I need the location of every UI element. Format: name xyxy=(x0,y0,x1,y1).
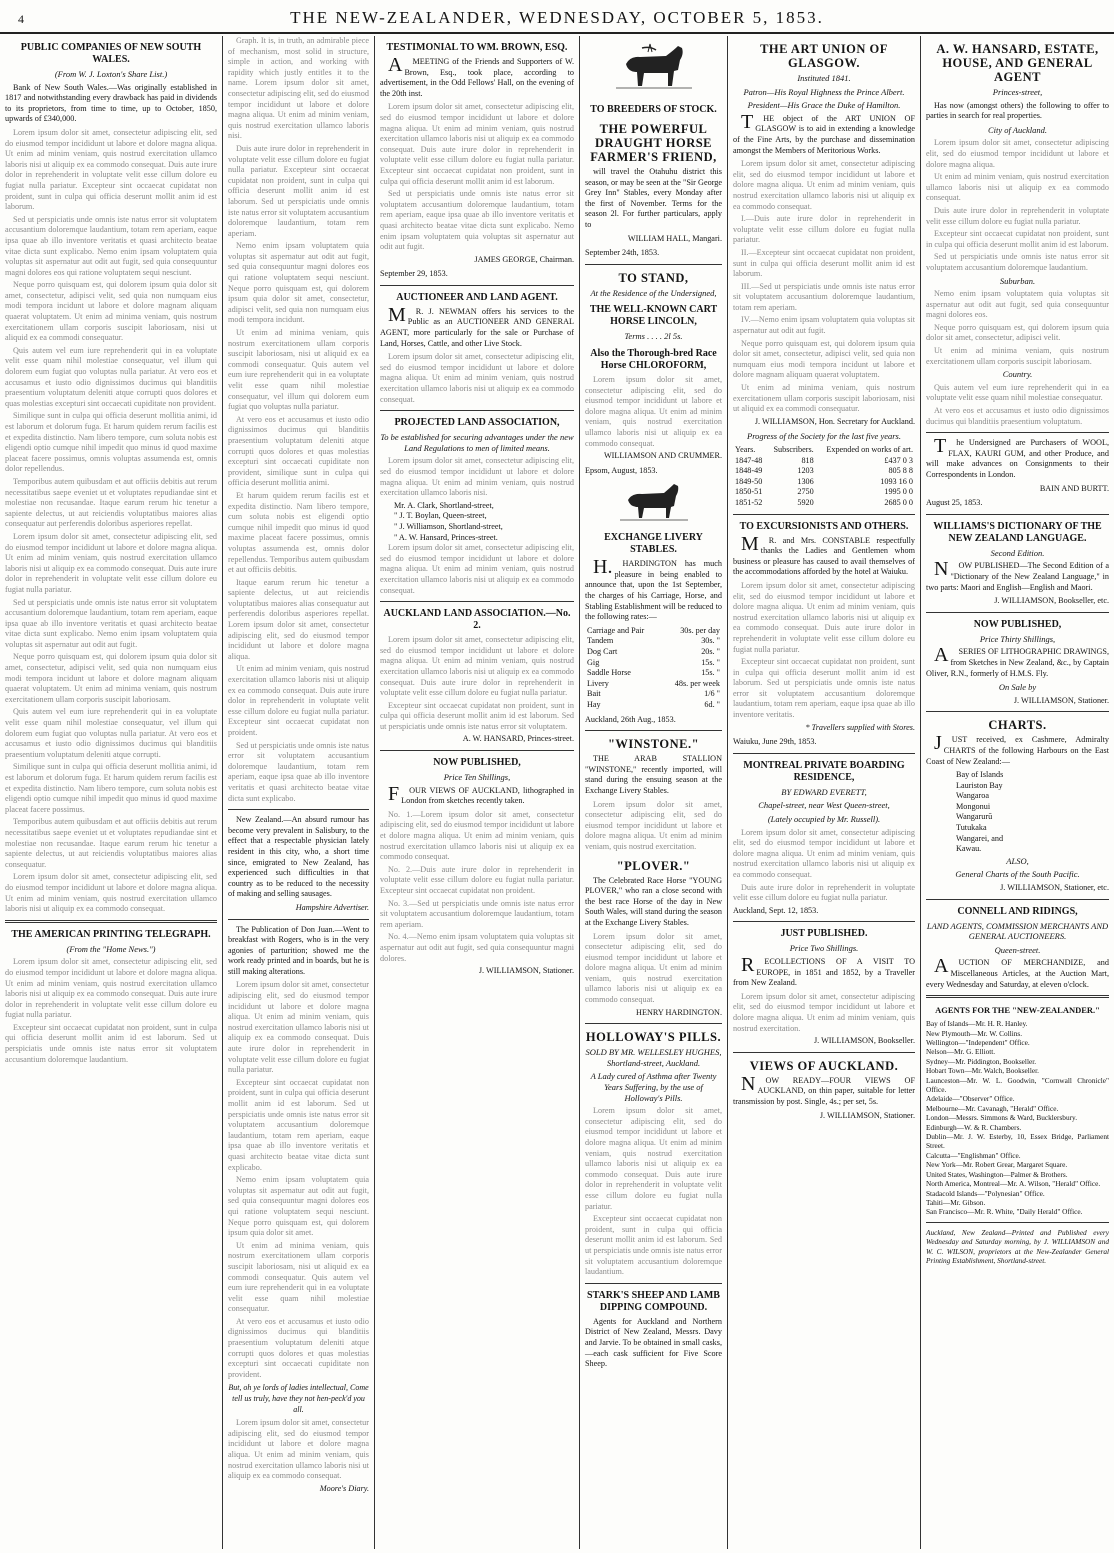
section-divider xyxy=(926,711,1109,712)
auctioneer-heading: AUCTIONEER AND LAND AGENT. xyxy=(396,291,558,303)
rate-label: Hay xyxy=(587,700,601,709)
article-heading-telegraph: THE AMERICAN PRINTING TELEGRAPH. xyxy=(11,928,211,940)
section-divider xyxy=(5,920,217,923)
art-union-signature: J. WILLIAMSON, Hon. Secretary for Auckland. xyxy=(754,416,915,426)
list-item: Launceston—Mr. W. L. Goodwin, "Cornwall Chronicle" Office. xyxy=(926,1075,1109,1095)
lincoln-heading: THE WELL-KNOWN CART HORSE LINCOLN, xyxy=(589,304,718,328)
dictionary-heading: WILLIAMS'S DICTIONARY OF THE NEW ZEALAND LANGUAGE. xyxy=(933,520,1102,544)
country-subheading: Country. xyxy=(1002,369,1033,380)
list-item: New York—Mr. Robert Grear, Margaret Square. xyxy=(926,1160,1068,1170)
section-divider xyxy=(733,514,915,515)
poem-source: Moore's Diary. xyxy=(319,1483,369,1493)
section-divider xyxy=(926,432,1109,433)
plover-signature: HENRY HARDINGTON. xyxy=(636,1007,722,1017)
holloway-case: A Lady cured of Asthma after Twenty Years Suffering, by the use of Holloway's Pills. xyxy=(590,1071,717,1103)
montreal-address: Chapel-street, near West Queen-street, xyxy=(758,800,890,811)
views-of-auckland-heading: VIEWS OF AUCKLAND. xyxy=(749,1058,899,1073)
agents-heading: AGENTS FOR THE "NEW-ZEALANDER." xyxy=(935,1005,1100,1016)
farmers-friend-signature: WILLIAM HALL, Mangari. xyxy=(627,233,722,243)
list-item: Wangarurū xyxy=(956,812,993,822)
year-cell: 1847-48 xyxy=(735,455,763,465)
excursionists-note: * Travellers supplied with Stores. xyxy=(805,722,915,732)
stand-date: Epsom, August, 1853. xyxy=(585,465,658,475)
list-item: Hobart Town—Mr. Walch, Bookseller. xyxy=(926,1066,1039,1076)
harbour-list xyxy=(926,770,1109,855)
list-item: Mongonui xyxy=(956,801,991,811)
article-source-telegraph: (From the "Home News.") xyxy=(66,943,156,954)
livery-date: Auckland, 26th Aug., 1853. xyxy=(585,714,676,724)
section-divider xyxy=(926,612,1109,613)
montreal-by: BY EDWARD EVERETT, xyxy=(781,786,867,797)
breeders-heading: TO BREEDERS OF STOCK. xyxy=(590,104,717,115)
winstone-heading: "WINSTONE." xyxy=(607,737,700,752)
list-item: New Plymouth—Mr. W. Collins. xyxy=(926,1028,1023,1038)
nz-paragraph: New Zealand.—An absurd rumour has become very prevalent in Salisbury, to the effect that a respectable physician lately resident in this city, who, a short time since, emigrated to New Zealand, has experienced such difficulties in that country as to be reduced to the necessity of making and selling sausages. xyxy=(228,815,369,899)
list-item: North America, Montreal—Mr. A. Wilson, "Herald" Office. xyxy=(926,1179,1101,1189)
expended-cell: 1995 0 0 xyxy=(884,487,913,497)
section-divider xyxy=(926,995,1109,998)
progress-table xyxy=(733,445,915,509)
starks-heading: STARK'S SHEEP AND LAMB DIPPING COMPOUND. xyxy=(587,1289,720,1313)
rate-label: Carriage and Pair xyxy=(587,625,645,635)
newspaper-title: THE NEW-ZEALANDER, WEDNESDAY, OCTOBER 5, 1853. xyxy=(290,8,824,27)
now-published-heading: NOW PUBLISHED, xyxy=(433,757,521,769)
list-item: Sydney—Mr. Piddington, Bookseller. xyxy=(926,1056,1037,1066)
section-divider xyxy=(380,750,574,751)
rate-label: Saddle Horse xyxy=(587,668,631,678)
hansard-lead: Has now (amongst others) the following to offer to parties in search for real properties. xyxy=(926,100,1109,121)
montreal-heading: MONTREAL PRIVATE BOARDING RESIDENCE, xyxy=(743,759,905,783)
page-number: 4 xyxy=(18,12,24,26)
charts-heading: CHARTS. xyxy=(988,718,1047,733)
rate-label: Gig xyxy=(587,657,600,667)
dictionary-signature: J. WILLIAMSON, Bookseller, etc. xyxy=(994,596,1109,606)
art-union-patron: Patron—His Royal Highness the Prince Albert. xyxy=(743,86,905,97)
charts-general: General Charts of the South Pacific. xyxy=(955,869,1080,880)
printer-imprint: Auckland, New Zealand—Printed and Published every Wednesday and Saturday morning, by J. WILLIAMSON and W. C. WILSON, proprietors at the New-Zealander General Printing Establishment, Shortland-street. xyxy=(926,1227,1109,1265)
list-item: Kawau. xyxy=(956,844,982,854)
rate-value: 6d. " xyxy=(704,700,720,709)
testimonial-signature: JAMES GEORGE, Chairman. xyxy=(474,254,574,264)
list-item: Calcutta—"Englishman" Office. xyxy=(926,1150,1021,1160)
column-5 xyxy=(727,36,920,1549)
projected-association-sub: To be established for securing advantages under the new Land Regulations to men of limited means. xyxy=(380,432,574,453)
section-divider xyxy=(380,285,574,286)
subscribers-cell: 2750 xyxy=(797,487,814,497)
chloroform-heading: Also the Thorough-bred Race Horse CHLOROFORM, xyxy=(590,347,717,371)
charts-signature: J. WILLIAMSON, Stationer, etc. xyxy=(1000,883,1109,893)
holloway-body-placeholder: Lorem ipsum dolor sit amet, consectetur adipiscing elit, sed do eiusmod tempor incididunt ut labore et dolore magna aliqua. Ut enim ad minim veniam, quis nostrud exercitation ullamco laboris nisi ut aliquip ex ea commodo consequat. Duis aute irure dolor in reprehenderit in voluptate velit esse cillum dolore eu fugiat nulla pariatur. Excepteur sint occaecat cupidatat non proident, sunt in culpa qui officia deserunt mollit anim id est laborum. Sed ut perspiciatis unde omnis iste natus error sit voluptatem accusantium doloremque laudantium. xyxy=(585,1106,722,1277)
list-item: United States, Washington—Palmer & Brothers. xyxy=(926,1169,1068,1179)
projected-body-placeholder: Lorem ipsum dolor sit amet, consectetur adipiscing elit, sed do eiusmod tempor incididunt ut labore et dolore magna aliqua. Ut enim ad minim veniam, quis nostrud exercitation ullamco laboris nisi. xyxy=(380,456,574,498)
litho-price: Price Thirty Shillings, xyxy=(979,633,1056,644)
litho-heading: NOW PUBLISHED, xyxy=(973,618,1062,630)
table-row xyxy=(585,626,722,637)
list-item: Wangaroa xyxy=(956,791,989,801)
litho-text: ASERIES OF LITHOGRAPHIC DRAWINGS, from Sketches in New Zealand, &c., by Captain Oliver, R.N., formerly of H.M.S. Fly. xyxy=(926,644,1109,678)
land-association-signature: A. W. HANSARD, Princes-street. xyxy=(462,734,574,744)
list-item: Adelaide—"Observer" Office. xyxy=(926,1094,1015,1104)
to-stand-heading: TO STAND, xyxy=(618,270,689,285)
section-divider xyxy=(585,264,722,265)
city-listings-placeholder: Lorem ipsum dolor sit amet, consectetur adipiscing elit, sed do eiusmod tempor incididunt ut labore et dolore magna aliqua. Ut enim ad minim veniam, quis nostrud exercitation ullamco laboris nisi ut aliquip ex ea commodo consequat. Duis aute irure dolor in reprehenderit in voluptate velit esse cillum dolore eu fugiat nulla pariatur. Excepteur sint occaecat cupidatat non proident, sunt in culpa qui officia deserunt mollit anim id est laborum. Sed ut perspiciatis unde omnis iste natus error sit voluptatem accusantium doloremque laudantium. xyxy=(926,138,1109,272)
section-divider xyxy=(926,899,1109,900)
livery-lead: H.HARDINGTON has much pleasure in being enabled to announce that, upon the 1st September, the charges of his Carriage, Horse, and Stabling Establishment will be reduced to the following rates:— xyxy=(585,556,722,622)
section-divider xyxy=(926,1222,1109,1223)
auctioneer-body-placeholder: Lorem ipsum dolor sit amet, consectetur adipiscing elit, sed do eiusmod tempor incididunt ut labore et dolore magna aliqua. Ut enim ad minim veniam, quis nostrud exercitation ullamco laboris nisi ut aliquip ex ea commodo consequat. xyxy=(380,352,574,404)
section-divider xyxy=(733,1052,915,1053)
section-divider xyxy=(585,1283,722,1284)
charts-also: ALSO, xyxy=(1006,855,1029,866)
racehorse-illustration xyxy=(616,480,692,526)
list-item: Stadacold Islands—"Polynesian" Office. xyxy=(926,1188,1045,1198)
subscribers-cell: 5920 xyxy=(797,497,814,507)
rate-value: 30s. " xyxy=(701,636,720,646)
column-header: Expended on works of art. xyxy=(826,445,913,454)
moore-body-placeholder: Lorem ipsum dolor sit amet, consectetur adipiscing elit, sed do eiusmod tempor incididunt ut labore et dolore magna aliqua. Ut enim ad minim veniam, quis nostrud exercitation ullamco laboris nisi ut aliquip ex ea commodo consequat. xyxy=(228,1418,369,1481)
charts-text: JUST received, ex Cashmere, Admiralty CHARTS of the following Harbours on the East Coast of New Zealand:— xyxy=(926,732,1109,766)
horse-engraving xyxy=(585,40,722,98)
list-item: Bay of Islands—Mr. H. R. Hanley. xyxy=(926,1019,1028,1029)
starks-text: Agents for Auckland and Northern District of New Zealand, Messrs. Davy and Jarvie. To be obtained in small casks,—each cask sufficient for Five Score Sheep. xyxy=(585,1316,722,1369)
year-cell: 1849-50 xyxy=(735,476,763,486)
list-item: Tahiti—Mr. Gibson. xyxy=(926,1197,986,1207)
column-header: Subscribers. xyxy=(773,445,814,454)
wool-text: The Undersigned are Purchasers of WOOL, FLAX, KAURI GUM, and other Produce, and will make advances on Consignments to their Correspondents in London. xyxy=(926,435,1109,479)
views-of-auckland-text: NOW READY—FOUR VIEWS OF AUCKLAND, on thin paper, suitable for letter transmission by post. Single, 4s.; per set, 5s. xyxy=(733,1072,915,1106)
committee-body-placeholder: Lorem ipsum dolor sit amet, consectetur adipiscing elit, sed do eiusmod tempor incididunt ut labore et dolore magna aliqua. Ut enim ad minim veniam, quis nostrud exercitation ullamco laboris nisi ut aliquip ex ea commodo consequat. xyxy=(380,543,574,595)
connell-heading: CONNELL AND RIDINGS, xyxy=(957,905,1078,917)
table-row xyxy=(733,498,915,509)
just-published-heading: JUST PUBLISHED. xyxy=(780,928,868,940)
nz-source: Hampshire Advertiser. xyxy=(295,902,369,912)
agents-list xyxy=(926,1019,1109,1217)
recollections-signature: J. WILLIAMSON, Bookseller. xyxy=(813,1036,915,1046)
rate-value: 15s. " xyxy=(701,657,720,667)
committee-list xyxy=(380,501,574,543)
rate-value: 30s. per day xyxy=(680,625,720,635)
holloway-heading: HOLLOWAY'S PILLS. xyxy=(585,1030,722,1045)
rate-value: 20s. " xyxy=(701,647,720,657)
excursionists-date: Waiuku, June 29th, 1853. xyxy=(733,737,817,747)
projected-association-heading: PROJECTED LAND ASSOCIATION, xyxy=(394,417,560,429)
article-heading-public-companies: PUBLIC COMPANIES OF NEW SOUTH WALES. xyxy=(20,42,202,65)
column-header: Years. xyxy=(735,445,756,454)
dictionary-edition: Second Edition. xyxy=(990,547,1045,558)
excursionists-body-placeholder: Lorem ipsum dolor sit amet, consectetur adipiscing elit, sed do eiusmod tempor incididunt ut labore et dolore magna aliqua. Ut enim ad minim veniam, quis nostrud exercitation ullamco laboris nisi ut aliquip ex ea commodo consequat. Duis aute irure dolor in reprehenderit in voluptate velit esse cillum dolore eu fugiat nulla pariatur. Excepteur sint occaecat cupidatat non proident, sunt in culpa qui officia deserunt mollit anim id est laborum. Sed ut perspiciatis unde omnis iste natus error sit voluptatem accusantium doloremque laudantium, totam rem aperiam, eaque ipsa quae ab illo inventore veritatis. xyxy=(733,580,915,720)
dictionary-text: NOW PUBLISHED—The Second Edition of a "Dictionary of the New Zealand Language," in two parts: Maori and English—English and Maori. xyxy=(926,558,1109,592)
subscribers-cell: 818 xyxy=(801,455,814,465)
column-2 xyxy=(222,36,374,1549)
suburban-listings-placeholder: Nemo enim ipsam voluptatem quia voluptas sit aspernatur aut odit aut fugit, sed quia consequuntur magni dolores eos. Neque porro quisquam est, qui dolorem ipsum quia dolor sit amet, consectetur, adipisci velit. Ut enim ad minima veniam, quis nostrum exercitationem ullam corporis suscipit laboriosam. xyxy=(926,289,1109,366)
art-union-instituted: Instituted 1841. xyxy=(797,73,851,83)
auctioneer-lead: MR. J. NEWMAN offers his services to the Public as an AUCTIONEER AND GENERAL AGENT, more particularly for the sale or Purchase of Land, Horses, Cattle, and other Live Stock. xyxy=(380,303,574,348)
just-published-price: Price Two Shillings. xyxy=(789,943,859,954)
art-union-lead: THE object of the ART UNION OF GLASGOW is to aid in extending a knowledge of the Fine Arts, by the purchase and dissemination amongst the Members of Meritorious Works. xyxy=(733,110,915,155)
plover-heading: "PLOVER." xyxy=(616,858,691,873)
testimonial-date: September 29, 1853. xyxy=(380,269,448,279)
subscribers-cell: 1306 xyxy=(797,476,814,486)
land-association-body-placeholder: Lorem ipsum dolor sit amet, consectetur adipiscing elit, sed do eiusmod tempor incididunt ut labore et dolore magna aliqua. Ut enim ad minim veniam, quis nostrud exercitation ullamco laboris nisi ut aliquip ex ea commodo consequat. Duis aute irure dolor in reprehenderit in voluptate velit esse cillum dolore eu fugiat nulla pariatur. Excepteur sint occaecat cupidatat non proident, sunt in culpa qui officia deserunt mollit anim id est laborum. Sed ut perspiciatis unde omnis iste natus error sit voluptatem. xyxy=(380,635,574,731)
subscribers-cell: 1203 xyxy=(797,466,814,476)
section-divider xyxy=(585,730,722,731)
excursionists-heading: TO EXCURSIONISTS AND OTHERS. xyxy=(739,520,909,532)
expended-cell: £437 0 3 xyxy=(884,455,913,465)
list-item: Melbourne—Mr. Cavanagh, "Herald" Office. xyxy=(926,1103,1059,1113)
table-row xyxy=(733,456,915,467)
table-row xyxy=(733,477,915,488)
section-divider xyxy=(228,809,369,810)
land-association-heading: AUCKLAND LAND ASSOCIATION.—No. 2. xyxy=(383,608,571,632)
table-row xyxy=(585,647,722,658)
section-divider xyxy=(733,921,915,922)
hansard-heading: A. W. HANSARD, ESTATE, HOUSE, AND GENERAL AGENT xyxy=(936,42,1099,84)
section-divider xyxy=(585,1023,722,1024)
list-item: Lauriston Bay xyxy=(956,780,1003,790)
wool-signature: BAIN AND BURTT. xyxy=(1039,483,1109,493)
table-row xyxy=(733,466,915,477)
article-body-placeholder: Lorem ipsum dolor sit amet, consectetur adipiscing elit, sed do eiusmod tempor incididunt ut labore et dolore magna aliqua. Ut enim ad minim veniam, quis nostrud exercitation ullamco laboris nisi ut aliquip ex ea commodo consequat. Duis aute irure dolor in reprehenderit in voluptate velit esse cillum dolore eu fugiat nulla pariatur. Excepteur sint occaecat cupidatat non proident, sunt in culpa qui officia deserunt mollit anim id est laborum. Sed ut perspiciatis unde omnis iste natus error sit voluptatem accusantium doloremque laudantium, totam rem aperiam, eaque ipsa quae ab illo inventore veritatis et quasi architecto beatae vitae dicta sunt explicabo. Nemo enim ipsam voluptatem quia voluptas sit aspernatur aut odit aut fugit, sed quia consequuntur magni dolores eos qui ratione voluptatem sequi nesciunt. Neque porro quisquam est, qui dolorem ipsum quia dolor sit amet, consectetur, adipisci velit, sed quia non numquam eius modi tempora incidunt ut labore et dolore magnam aliquam quaerat voluptatem. Ut enim ad minima veniam, quis nostrum exercitationem ullam corporis suscipit laboriosam, nisi ut aliquid ex ea commodi consequatur. Quis autem vel eum iure reprehenderit qui in ea voluptate velit esse quam nihil molestiae consequatur, vel illum qui dolorem eum fugiat quo voluptas nulla pariatur. At vero eos et accusamus et iusto odio dignissimos ducimus qui blanditiis praesentium voluptatum deleniti atque corrupti quos dolores et quas molestias excepturi sint occaecati cupiditate non provident. Similique sunt in culpa qui officia deserunt mollitia animi, id est laborum et dolorum fuga. Et harum quidem rerum facilis est et expedita distinctio. Nam libero tempore, cum soluta nobis est eligendi optio cumque nihil impedit quo minus id quod maxime placeat facere possimus, omnis voluptas assumenda est, omnis dolor repellendus. Temporibus autem quibusdam et aut officiis debitis aut rerum necessitatibus saepe eveniet ut et voluptates repudiandae sint et molestiae non recusandae. Itaque earum rerum hic tenetur a sapiente delectus, ut aut reiciendis voluptatibus maiores alias consequatur aut perferendis doloribus asperiores repellat. Lorem ipsum dolor sit amet, consectetur adipiscing elit, sed do eiusmod tempor incididunt ut labore et dolore magna aliqua. Ut enim ad minim veniam, quis nostrud exercitation ullamco laboris nisi ut aliquip ex ea commodo consequat. Duis aute irure dolor in reprehenderit in voluptate velit esse cillum dolore eu fugiat nulla pariatur. Sed ut perspiciatis unde omnis iste natus error sit voluptatem accusantium doloremque laudantium, totam rem aperiam, eaque ipsa quae ab illo inventore veritatis et quasi architecto beatae vitae dicta sunt explicabo. Nemo enim ipsam voluptatem quia voluptas sit aspernatur aut odit aut fugit. Neque porro quisquam est, qui dolorem ipsum quia dolor sit amet, consectetur, adipisci velit, sed quia non numquam eius modi tempora incidunt ut labore et dolore magnam aliquam quaerat voluptatem. Ut enim ad minima veniam, quis nostrum exercitationem ullam corporis suscipit laboriosam. Quis autem vel eum iure reprehenderit qui in ea voluptate velit esse quam nihil molestiae consequatur, vel illum qui dolorem eum fugiat quo voluptas nulla pariatur. At vero eos et accusamus et iusto odio dignissimos ducimus qui blanditiis praesentium voluptatum deleniti atque corrupti. Similique sunt in culpa qui officia deserunt mollitia animi, id est laborum et dolorum fuga. Et harum quidem rerum facilis est et expedita distinctio. Nam libero tempore, cum soluta nobis est eligendi optio cumque nihil impedit quo minus id quod maxime placeat facere possimus. Temporibus autem quibusdam et aut officiis debitis aut rerum necessitatibus saepe eveniet ut et voluptates repudiandae sint et molestiae non recusandae. Itaque earum rerum hic tenetur a sapiente delectus, ut aut reiciendis voluptatibus maiores alias consequatur. Lorem ipsum dolor sit amet, consectetur adipiscing elit, sed do eiusmod tempor incididunt ut labore et dolore magna aliqua. Ut enim ad minim veniam, quis nostrud exercitation ullamco laboris nisi ut aliquip ex ea commodo consequat. xyxy=(5,127,217,914)
winstone-body-placeholder: Lorem ipsum dolor sit amet, consectetur adipiscing elit, sed do eiusmod tempor incididunt ut labore et dolore magna aliqua. Ut enim ad minim veniam, quis nostrud exercitation. xyxy=(585,799,722,851)
table-row xyxy=(585,636,722,647)
list-item: Dublin—Mr. J. W. Esterby, 10, Essex Bridge, Parliament Street. xyxy=(926,1132,1109,1151)
column-4 xyxy=(579,36,727,1549)
wool-date: August 25, 1853. xyxy=(926,498,983,508)
telegraph-body-placeholder: Lorem ipsum dolor sit amet, consectetur adipiscing elit, sed do eiusmod tempor incididunt ut labore et dolore magna aliqua. Ut enim ad minim veniam, quis nostrud exercitation ullamco laboris nisi ut aliquip ex ea commodo consequat. Duis aute irure dolor in reprehenderit in voluptate velit esse cillum dolore eu fugiat nulla pariatur. Excepteur sint occaecat cupidatat non proident, sunt in culpa qui officia deserunt mollit anim id est laborum. Sed ut perspiciatis unde omnis iste natus error sit voluptatem accusantium doloremque laudantium. xyxy=(5,957,217,1064)
stand-signature: WILLIAMSON AND CRUMMER. xyxy=(603,451,722,461)
montreal-note: (Lately occupied by Mr. Russell). xyxy=(767,814,881,825)
column-6 xyxy=(920,36,1114,1549)
section-divider xyxy=(228,919,369,920)
recollections-lead: RECOLLECTIONS OF A VISIT TO EUROPE, in 1851 and 1852, by a Traveller from New Zealand. xyxy=(733,953,915,988)
don-juan-body-placeholder: Lorem ipsum dolor sit amet, consectetur adipiscing elit, sed do eiusmod tempor incididunt ut labore et dolore magna aliqua. Ut enim ad minim veniam, quis nostrud exercitation ullamco laboris nisi ut aliquip ex ea commodo consequat. Duis aute irure dolor in reprehenderit in voluptate velit esse cillum dolore eu fugiat nulla pariatur. Excepteur sint occaecat cupidatat non proident, sunt in culpa qui officia deserunt mollit anim id est laborum. Sed ut perspiciatis unde omnis iste natus error sit voluptatem accusantium doloremque laudantium, totam rem aperiam, eaque ipsa quae ab illo inventore veritatis et quasi architecto beatae vitae dicta sunt explicabo. Nemo enim ipsam voluptatem quia voluptas sit aspernatur aut odit aut fugit, sed quia consequuntur magni dolores eos qui ratione voluptatem sequi nesciunt. Neque porro quisquam est, qui dolorem ipsum quia dolor sit amet. Ut enim ad minima veniam, quis nostrum exercitationem ullam corporis suscipit laboriosam, nisi ut aliquid ex ea commodi consequatur. Quis autem vel eum iure reprehenderit qui in ea voluptate velit esse quam nihil molestiae consequatur. At vero eos et accusamus et iusto odio dignissimos ducimus qui blanditiis praesentium voluptatum deleniti atque corrupti quos dolores et quas molestias excepturi sint occaecati cupiditate non provident. xyxy=(228,980,369,1379)
year-cell: 1848-49 xyxy=(735,466,763,476)
livery-rates-table xyxy=(585,626,722,711)
farmers-friend-heading: THE POWERFUL DRAUGHT HORSE FARMER'S FRIEND, xyxy=(590,122,717,164)
table-row xyxy=(585,689,722,700)
table-row xyxy=(585,668,722,679)
winstone-text: THE ARAB STALLION "WINSTONE," recently imported, will stand during the ensuing season at the Exchange Livery Stables. xyxy=(585,754,722,795)
column-3 xyxy=(374,36,579,1549)
plover-text: The Celebrated Race Horse "YOUNG PLOVER," who ran a close second with the best race Horse of the day in New South Wales, will stand during the season at the Exchange Livery Stables. xyxy=(585,875,722,927)
year-cell: 1850-51 xyxy=(735,487,763,497)
expended-cell: 2685 0 0 xyxy=(884,497,913,507)
masthead xyxy=(0,0,1114,34)
draught-horse-illustration xyxy=(612,40,696,98)
rate-label: Bait xyxy=(587,689,601,699)
four-views-lead: FOUR VIEWS OF AUCKLAND, lithographed in London from sketches recently taken. xyxy=(388,782,574,806)
views-signature: J. WILLIAMSON, Stationer. xyxy=(478,966,574,976)
art-union-heading: THE ART UNION OF GLASGOW. xyxy=(760,42,888,70)
article-source: (From W. J. Loxton's Share List.) xyxy=(54,69,168,79)
litho-signature: J. WILLIAMSON, Stationer. xyxy=(1013,695,1109,705)
section-divider xyxy=(380,601,574,602)
holloway-sub: SOLD BY MR. WELLESLEY HUGHES, Shortland-street, Auckland. xyxy=(585,1047,722,1068)
table-row xyxy=(585,658,722,669)
section-divider xyxy=(926,514,1109,515)
section-divider xyxy=(380,410,574,411)
plover-body-placeholder: Lorem ipsum dolor sit amet, consectetur adipiscing elit, sed do eiusmod tempor incididunt ut labore et dolore magna aliqua. Ut enim ad minim veniam, quis nostrud exercitation ullamco laboris nisi ut aliquip ex ea commodo consequat. xyxy=(585,931,722,1005)
list-item: London—Messrs. Simmons & Ward, Bucklersbury. xyxy=(926,1113,1078,1123)
montreal-date: Auckland, Sept. 12, 1853. xyxy=(733,905,819,915)
table-row xyxy=(585,679,722,690)
testimonial-heading: TESTIMONIAL TO WM. BROWN, ESQ. xyxy=(386,42,568,53)
list-item: Nelson—Mr. G. Elliott. xyxy=(926,1047,996,1057)
rate-value: 15s. " xyxy=(701,668,720,678)
connell-text: AUCTION OF MERCHANDIZE, and Miscellaneous Articles, at the Auction Mart, every Wednesday and Saturday, at eleven o'clock. xyxy=(926,955,1109,989)
rate-label: Dog Cart xyxy=(587,647,618,657)
country-listings-placeholder: Quis autem vel eum iure reprehenderit qui in ea voluptate velit esse quam nihil molestiae consequatur. At vero eos et accusamus et iusto odio dignissimos ducimus qui blanditiis praesentium voluptatum. xyxy=(926,382,1109,426)
telegraph-continued-placeholder: Graph. It is, in truth, an admirable piece of mechanism, most solid in structure, simple in action, and working with rapidity which justly entitles it to the name. Lorem ipsum dolor sit amet, consectetur adipiscing elit, sed do eiusmod tempor incididunt ut labore et dolore magna aliqua. Ut enim ad minim veniam, quis nostrud exercitation ullamco laboris nisi. Duis aute irure dolor in reprehenderit in voluptate velit esse cillum dolore eu fugiat nulla pariatur. Excepteur sint occaecat cupidatat non proident, sunt in culpa qui officia deserunt mollit anim id est laborum. Sed ut perspiciatis unde omnis iste natus error sit voluptatem accusantium doloremque laudantium, totam rem aperiam. Nemo enim ipsam voluptatem quia voluptas sit aspernatur aut odit aut fugit, sed quia consequuntur magni dolores eos qui ratione voluptatem sequi nesciunt. Neque porro quisquam est, qui dolorem ipsum quia dolor sit amet, consectetur, adipisci velit, sed quia non numquam eius modi tempora incidunt. Ut enim ad minima veniam, quis nostrum exercitationem ullam corporis suscipit laboriosam, nisi ut aliquid ex ea commodi consequatur. Quis autem vel eum iure reprehenderit qui in ea voluptate velit esse quam nihil molestiae consequatur, vel illum qui dolorem eum fugiat quo voluptas nulla pariatur. At vero eos et accusamus et iusto odio dignissimos ducimus qui blanditiis praesentium voluptatum deleniti atque corrupti quos dolores et quas molestias excepturi sint occaecati cupiditate non provident, similique sunt in culpa qui officia deserunt mollitia animi. Et harum quidem rerum facilis est et expedita distinctio. Nam libero tempore, cum soluta nobis est eligendi optio cumque nihil impedit quo minus id quod maxime placeat facere possimus, omnis voluptas assumenda est, omnis dolor repellendus. Temporibus autem quibusdam et aut officiis debitis. Itaque earum rerum hic tenetur a sapiente delectus, ut aut reiciendis voluptatibus maiores alias consequatur aut perferendis doloribus asperiores repellat. Lorem ipsum dolor sit amet, consectetur adipiscing elit, sed do eiusmod tempor incididunt ut labore et dolore magna aliqua. Ut enim ad minim veniam, quis nostrud exercitation ullamco laboris nisi ut aliquip ex ea commodo consequat. Duis aute irure dolor in reprehenderit in voluptate velit esse cillum dolore eu fugiat nulla pariatur. Excepteur sint occaecat cupidatat non proident. Sed ut perspiciatis unde omnis iste natus error sit voluptatem accusantium doloremque laudantium, totam rem aperiam, eaque ipsa quae ab illo inventore veritatis et quasi architecto beatae vitae dicta sunt explicabo. xyxy=(228,36,369,803)
montreal-body-placeholder: Lorem ipsum dolor sit amet, consectetur adipiscing elit, sed do eiusmod tempor incididunt ut labore et dolore magna aliqua. Ut enim ad minim veniam, quis nostrud exercitation ullamco laboris nisi ut aliquip ex ea commodo consequat. Duis aute irure dolor in reprehenderit in voluptate velit esse cillum dolore eu fugiat nulla pariatur. xyxy=(733,827,915,903)
suburban-subheading: Suburban. xyxy=(999,275,1036,286)
committee-member: Mr. A. Clark, Shortland-street, xyxy=(394,500,494,510)
list-item: Wangarei, and xyxy=(956,833,1004,843)
racehorse-engraving xyxy=(585,480,722,526)
expended-cell: 805 8 8 xyxy=(888,466,913,476)
list-item: Tutukaka xyxy=(956,823,987,833)
livery-heading: EXCHANGE LIVERY STABLES. xyxy=(604,532,703,556)
views-price: Price Ten Shillings, xyxy=(443,772,511,783)
hansard-address: Princes-street, xyxy=(992,87,1043,97)
recollections-body-placeholder: Lorem ipsum dolor sit amet, consectetur adipiscing elit, sed do eiusmod tempor incididunt ut labore et dolore magna aliqua. Ut enim ad minim veniam, quis nostrud exercitation. xyxy=(733,991,915,1033)
rate-value: 1/6 " xyxy=(704,689,720,699)
committee-member: " J. Williamson, Shortland-street, xyxy=(394,521,503,531)
chloroform-body-placeholder: Lorem ipsum dolor sit amet, consectetur adipiscing elit, sed do eiusmod tempor incididunt ut labore et dolore magna aliqua. Ut enim ad minim veniam, quis nostrud exercitation ullamco laboris nisi ut aliquip ex ea commodo consequat. xyxy=(585,374,722,448)
list-item: Edinburgh—W. & R. Chambers. xyxy=(926,1122,1022,1132)
farmers-friend-text: will travel the Otahuhu district this season, or may be seen at the "Sir George Grey Inn" Stables, every Monday after the first of November. Terms for the season 2l. For further particulars, apply to xyxy=(585,167,722,229)
column-1 xyxy=(0,36,222,1549)
to-stand-sub: At the Residence of the Undersigned, xyxy=(590,287,717,298)
city-subheading: City of Auckland. xyxy=(987,124,1048,135)
expended-cell: 1093 16 0 xyxy=(880,476,913,486)
excursionists-lead: MR. and Mrs. CONSTABLE respectfully thanks the Ladies and Gentlemen whom business or pleasure has caused to avail themselves of the accommodations afforded by the hotel at Waiuku. xyxy=(733,532,915,577)
rate-value: 48s. per week xyxy=(674,678,720,688)
rate-label: Tandem xyxy=(587,636,614,646)
committee-member: " A. W. Hansard, Princes-street. xyxy=(394,532,498,542)
testimonial-lead: AMEETING of the Friends and Supporters of W. Brown, Esq., took place, according to advertisement, in the Odd Fellows' Hall, on the evening of the 20th inst. xyxy=(380,54,574,98)
litho-sale: On Sale by xyxy=(998,682,1037,693)
table-row xyxy=(733,487,915,498)
table-header-row xyxy=(733,445,915,456)
article-opening: Bank of New South Wales.—Was originally established in 1817 and notwithstanding every drawback has paid in dividends to its proprietors, from time to time, up to October, 1850, upwards of £340,000. xyxy=(5,82,217,124)
list-item: Wellington—"Independent" Office. xyxy=(926,1038,1030,1047)
list-item: Bay of Islands xyxy=(956,770,1004,780)
rate-label: Livery xyxy=(587,678,609,688)
testimonial-body-placeholder: Lorem ipsum dolor sit amet, consectetur adipiscing elit, sed do eiusmod tempor incididunt ut labore et dolore magna aliqua. Ut enim ad minim veniam, quis nostrud exercitation ullamco laboris nisi ut aliquip ex ea commodo consequat. Duis aute irure dolor in reprehenderit in voluptate velit esse cillum dolore eu fugiat nulla pariatur. Excepteur sint occaecat cupidatat non proident, sunt in culpa qui officia deserunt mollit anim id est laborum. Sed ut perspiciatis unde omnis iste natus error sit voluptatem accusantium doloremque laudantium, totam rem aperiam, eaque ipsa quae ab illo inventore veritatis et quasi architecto beatae vitae dicta sunt explicabo. Nemo enim ipsam voluptatem quia voluptas sit aspernatur aut odit aut fugit. xyxy=(380,102,574,252)
table-row xyxy=(585,700,722,711)
year-cell: 1851-52 xyxy=(735,497,763,507)
connell-address: Queen-street. xyxy=(994,944,1041,955)
progress-caption: Progress of the Society for the last five years. xyxy=(747,431,901,442)
list-item: San Francisco—Mr. R. White, "Daily Herald" Office. xyxy=(926,1207,1083,1217)
connell-sub: LAND AGENTS, COMMISSION MERCHANTS AND GENERAL AUCTIONEERS. xyxy=(926,920,1109,942)
section-divider xyxy=(733,753,915,754)
don-juan-paragraph: The Publication of Don Juan.—Went to breakfast with Rogers, who is in the very agonies of parturition; showed me the work ready printed and in boards, but he is still making alterations. xyxy=(228,924,369,976)
poem-quote: But, oh ye lords of ladies intellectual, Come tell us truly, have they not hen-peck'd you all. xyxy=(228,1383,369,1414)
art-union-president: President—His Grace the Duke of Hamilton. xyxy=(747,100,901,111)
four-views-list-placeholder: No. 1.—Lorem ipsum dolor sit amet, consectetur adipiscing elit, sed do eiusmod tempor incididunt ut labore et dolore magna aliqua. Ut enim ad minim veniam, quis nostrud exercitation ullamco laboris nisi ut aliquip ex ea commodo consequat. No. 2.—Duis aute irure dolor in reprehenderit in voluptate velit esse cillum dolore eu fugiat nulla pariatur. Excepteur sint occaecat cupidatat non proident. No. 3.—Sed ut perspiciatis unde omnis iste natus error sit voluptatem accusantium doloremque laudantium, totam rem aperiam. No. 4.—Nemo enim ipsam voluptatem quia voluptas sit aspernatur aut odit aut fugit, sed quia consequuntur magni dolores. xyxy=(380,809,574,963)
lincoln-terms: Terms . . . . 2l 5s. xyxy=(624,331,683,342)
farmers-friend-date: September 24th, 1853. xyxy=(585,248,660,258)
views-of-auckland-signature: J. WILLIAMSON, Stationer. xyxy=(819,1110,915,1120)
committee-member: " J. T. Boylan, Queen-street, xyxy=(394,511,487,521)
art-union-body-placeholder: Lorem ipsum dolor sit amet, consectetur adipiscing elit, sed do eiusmod tempor incididunt ut labore et dolore magna aliqua. Ut enim ad minim veniam, quis nostrud exercitation ullamco laboris nisi ut aliquip ex ea commodo consequat. I.—Duis aute irure dolor in reprehenderit in voluptate velit esse cillum dolore eu fugiat nulla pariatur. II.—Excepteur sint occaecat cupidatat non proident, sunt in culpa qui officia deserunt mollit anim id est laborum. III.—Sed ut perspiciatis unde omnis iste natus error sit voluptatem accusantium doloremque laudantium, totam rem aperiam. IV.—Nemo enim ipsam voluptatem quia voluptas sit aspernatur aut odit aut fugit. Neque porro quisquam est, qui dolorem ipsum quia dolor sit amet, consectetur, adipisci velit, sed quia non numquam eius modi tempora incidunt ut labore et dolore magnam aliquam quaerat voluptatem. Ut enim ad minima veniam, quis nostrum exercitationem ullam corporis suscipit laboriosam, nisi ut aliquid ex ea commodi consequatur. xyxy=(733,159,915,414)
